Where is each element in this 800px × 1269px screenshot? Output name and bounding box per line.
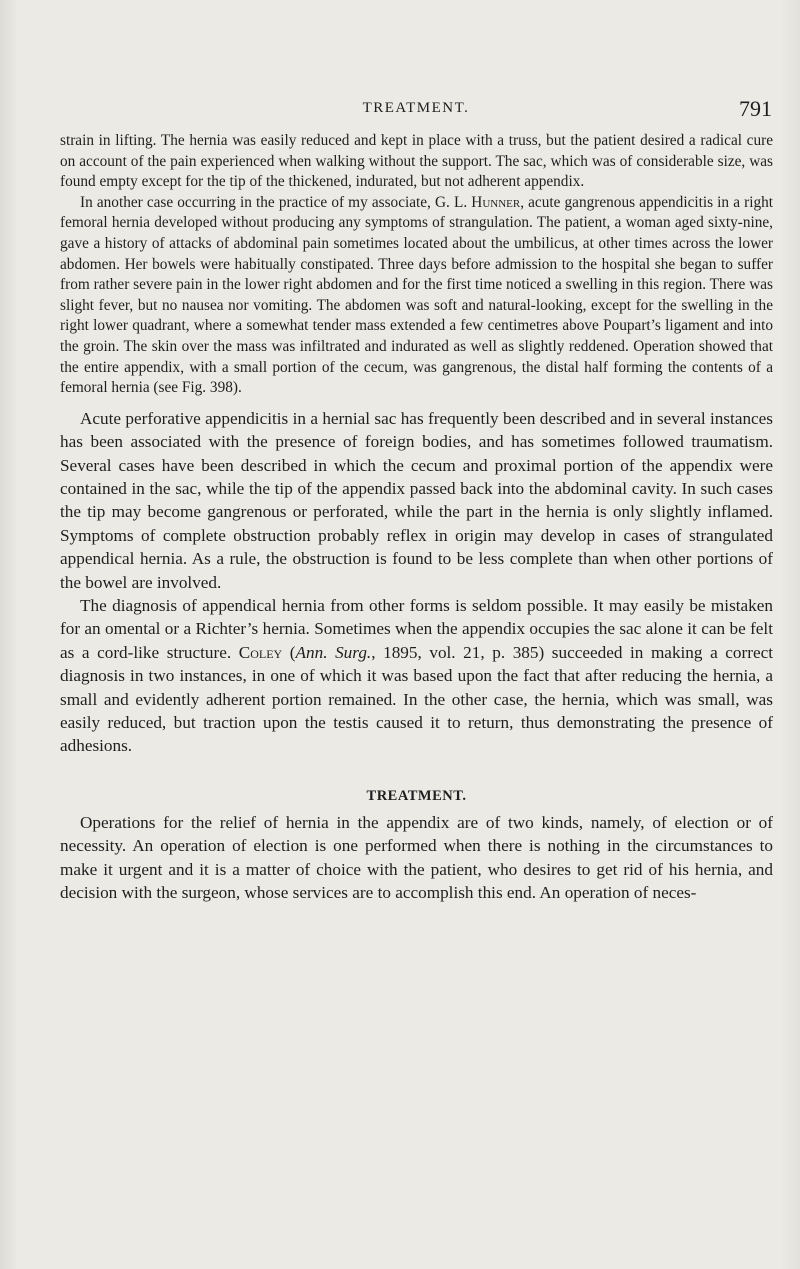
body-text bbox=[60, 131, 773, 904]
running-title: TREATMENT. bbox=[362, 100, 470, 116]
paragraph-diagnosis bbox=[60, 594, 773, 758]
author-name-hunner: Hunner bbox=[471, 193, 521, 211]
author-name-coley: Coley bbox=[238, 642, 283, 662]
paragraph-perforative-appendicitis: Acute perforative appendicitis in a hernial sac has frequently been described and in several instances has been associated with the presence of foreign bodies, and has sometimes followed traumatism. Several cases have been described in which the cecum and proximal portion of the appendix were contained in the sac, while the tip of the appendix passed back into the abdominal cavity. In such cases the tip may become gangrenous or perforated, while the part in the hernia is only slightly inflamed. Symptoms of complete obstruction probably reflex in origin may develop in cases of strangulated appendical hernia. As a rule, the obstruction is found to be less complete than when other portions of the bowel are involved. bbox=[60, 408, 773, 592]
paragraph-continuation: strain in lifting. The hernia was easily reduced and kept in place with a truss, but the patient desired a radical cure on account of the pain experienced when walking without the support. The sac, which was of considerable size, was found empty except for the tip of the thickened, indurated, but not adherent appendix. bbox=[60, 132, 773, 191]
page-number: 791 bbox=[739, 96, 772, 121]
running-head bbox=[60, 96, 772, 122]
section-heading: TREATMENT. bbox=[366, 787, 467, 804]
paragraph-text: , acute gangrenous appendicitis in a right femoral hernia developed without producing any symptoms of strangulation. The patient, a woman aged sixty-nine, gave a history of attacks of abdominal pain sometimes located about the umbilicus, at other times across the lower abdomen. Her bowels were habitually constipated. Three days before admission to the hospital she began to suffer from rather severe pain in the lower right abdomen and for the first time noticed a swelling in this region. There was slight fever, but no nausea nor vomiting. The abdomen was soft and natural-looking, except for the swelling in the right lower quadrant, where a somewhat tender mass extended a few centimetres above Poupart’s ligament and into the groin. The skin over the mass was infiltrated and indurated as well as slightly reddened. Operation showed that the entire appendix, with a small portion of the cecum, was gangrenous, the distal half forming the contents of a femoral hernia (see Fig. 398). bbox=[60, 193, 773, 397]
paragraph-text: In another case occurring in the practice of my associate, G. L. bbox=[80, 193, 472, 211]
paragraph-treatment: Operations for the relief of hernia in the appendix are of two kinds, namely, of election or of necessity. An operation of election is one performed when there is nothing in the circumstances to make it urgent and it is a matter of choice with the patient, who desires to get rid of his hernia, and decision with the surgeon, whose services are to accomplish this end. An operation of neces- bbox=[60, 812, 773, 903]
paragraph-text: ( bbox=[282, 642, 296, 662]
paragraph-text: The diagnosis of appendical hernia from other forms is seldom possible. It may easily be mistaken for an omental or a Richter’s hernia. Sometimes when the appendix occupies the sac alone it can be felt as a cord-like structure. bbox=[60, 595, 773, 662]
journal-citation: Ann. Surg. bbox=[295, 642, 372, 662]
paragraph-text: , 1895, vol. 21, p. 385) succeeded in making a correct diagnosis in two instances, in one of which it was based upon the fact that after reducing the hernia, a small and evidently adherent portion remained. In the other case, the hernia, which was small, was easily reduced, but traction upon the testis caused it to return, thus demonstrating the presence of adhesions. bbox=[60, 642, 773, 756]
paragraph-hunner-case bbox=[60, 193, 773, 399]
